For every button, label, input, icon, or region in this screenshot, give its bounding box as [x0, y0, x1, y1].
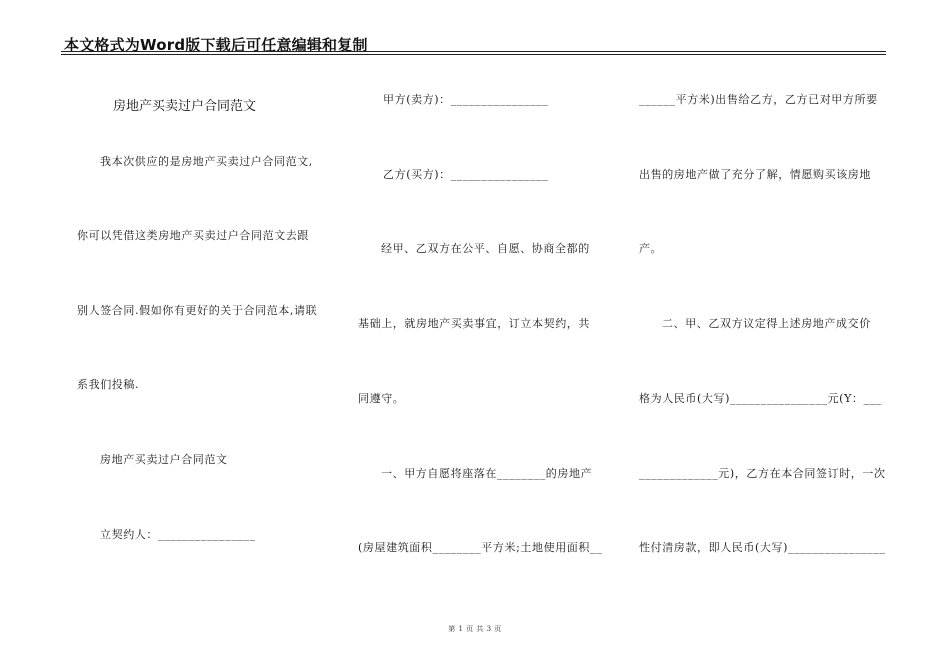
middle-line-6: 一、甲方自愿将座落在________的房地产: [381, 467, 593, 480]
page-number-footer: 第 1 页 共 3 页: [448, 625, 502, 633]
header-rule-secondary: [61, 54, 886, 55]
left-line-3: 别人签合同.假如你有更好的关于合同范本,请联: [77, 304, 318, 317]
right-line-5: 格为人民币(大写)________________元(Y：___: [639, 392, 882, 405]
right-line-3: 产。: [639, 242, 663, 255]
left-line-2: 你可以凭借这类房地产买卖过户合同范文去跟: [77, 229, 309, 242]
right-line-6: _____________元)，乙方在本合同签订时，一次: [639, 467, 886, 480]
middle-line-4: 基础上，就房地产买卖事宜，订立本契约，共: [358, 317, 590, 330]
right-line-2: 出售的房地产做了充分了解，情愿购买该房地: [639, 168, 871, 181]
right-line-7: 性付清房款，即人民币(大写)________________: [639, 541, 886, 554]
left-line-4: 系我们投稿.: [77, 378, 140, 391]
document-title: 房地产买卖过户合同范文: [113, 99, 257, 114]
middle-line-3: 经甲、乙双方在公平、自愿、协商全都的: [381, 242, 590, 255]
middle-line-1: 甲方(卖方)：________________: [383, 93, 549, 106]
right-line-1: ______平方米)出售给乙方，乙方已对甲方所要: [639, 93, 878, 106]
left-line-6: 立契约人：________________: [100, 528, 256, 541]
left-line-5: 房地产买卖过户合同范文: [100, 453, 228, 466]
middle-line-2: 乙方(买方)：________________: [383, 168, 549, 181]
header-rule: [61, 51, 886, 52]
middle-line-5: 同遵守。: [358, 392, 405, 405]
left-line-1: 我本次供应的是房地产买卖过户合同范文,: [100, 155, 313, 168]
right-line-4: 二、甲、乙双方议定得上述房地产成交价: [662, 317, 871, 330]
document-header: 本文格式为Word版下载后可任意编辑和复制: [64, 36, 368, 54]
middle-line-7: (房屋建筑面积________平方米;土地使用面积__: [358, 541, 603, 554]
